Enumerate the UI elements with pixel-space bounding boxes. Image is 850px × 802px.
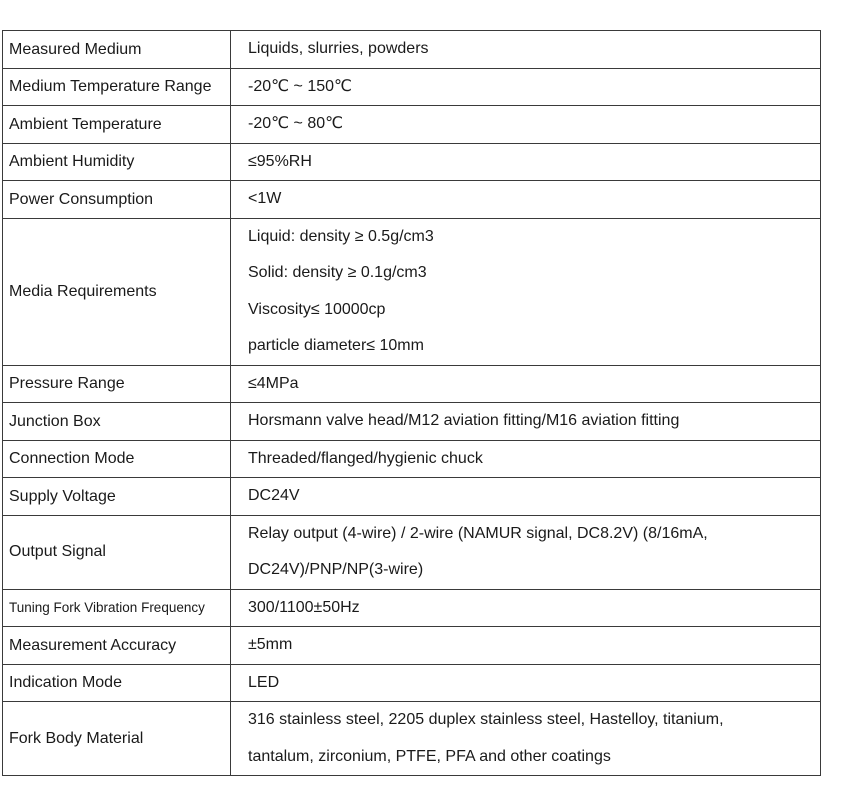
table-row [3, 478, 821, 516]
row-value-line: DC24V [248, 487, 300, 504]
row-value-line: ≤95%RH [248, 152, 312, 170]
row-label: Supply Voltage [3, 478, 231, 516]
table-row [3, 403, 821, 441]
table-row [3, 143, 821, 181]
row-value-line: Solid: density ≥ 0.1g/cm3 [248, 264, 427, 281]
table-row [3, 31, 821, 69]
table-row [3, 440, 821, 478]
row-value [231, 627, 821, 665]
row-value-line: 300/1100±50Hz [248, 598, 360, 616]
row-label: Media Requirements [3, 218, 231, 365]
table-row [3, 702, 821, 776]
row-label: Ambient Temperature [3, 106, 231, 144]
row-value-line: Horsmann valve head/M12 aviation fitting/M16 aviation fitting [248, 412, 680, 429]
row-value-line: Threaded/flanged/hygienic chuck [248, 449, 483, 467]
row-label: Pressure Range [3, 365, 231, 403]
row-value [231, 440, 821, 478]
row-value-line: Relay output (4-wire) / 2-wire (NAMUR signal, DC8.2V) (8/16mA, [248, 524, 708, 542]
row-label: Output Signal [3, 515, 231, 589]
row-value [231, 403, 821, 441]
row-value [231, 68, 821, 106]
table-row [3, 627, 821, 665]
row-value-line: 316 stainless steel, 2205 duplex stainless steel, Hastelloy, titanium, [248, 711, 724, 728]
row-value [231, 478, 821, 516]
row-label: Power Consumption [3, 181, 231, 219]
row-value [231, 143, 821, 181]
row-label: Measured Medium [3, 31, 231, 69]
table-row [3, 664, 821, 702]
row-value-line: Liquids, slurries, powders [248, 40, 429, 57]
table-row [3, 218, 821, 365]
row-value [231, 365, 821, 403]
row-value-line: LED [248, 673, 280, 691]
row-label: Measurement Accuracy [3, 627, 231, 665]
row-value-line: -20℃ ~ 80℃ [248, 115, 344, 132]
row-label: Indication Mode [3, 664, 231, 702]
row-value [231, 702, 821, 776]
row-value [231, 31, 821, 69]
table-row [3, 106, 821, 144]
row-value-line: <1W [248, 190, 282, 207]
table-row [3, 181, 821, 219]
spec-table [2, 30, 821, 776]
table-row [3, 589, 821, 627]
table-row [3, 515, 821, 589]
row-label: Ambient Humidity [3, 143, 231, 181]
row-label: Fork Body Material [3, 702, 231, 776]
row-value [231, 106, 821, 144]
row-value-line: ≤4MPa [248, 374, 299, 392]
row-label: Medium Temperature Range [3, 68, 231, 106]
row-value [231, 664, 821, 702]
row-value-line: tantalum, zirconium, PTFE, PFA and other coatings [248, 747, 611, 765]
row-value-line: DC24V)/PNP/NP(3-wire) [248, 561, 424, 578]
row-value [231, 218, 821, 365]
row-label: Connection Mode [3, 440, 231, 478]
row-value-line: -20℃ ~ 150℃ [248, 77, 352, 95]
row-value-line: Liquid: density ≥ 0.5g/cm3 [248, 227, 434, 245]
row-value-line: Viscosity≤ 10000cp [248, 300, 386, 318]
row-value-line: particle diameter≤ 10mm [248, 337, 424, 354]
row-label: Junction Box [3, 403, 231, 441]
table-row [3, 68, 821, 106]
row-label: Tuning Fork Vibration Frequency [3, 589, 231, 627]
table-row [3, 365, 821, 403]
row-value [231, 589, 821, 627]
row-value-line: ±5mm [248, 636, 293, 653]
row-value [231, 181, 821, 219]
row-value [231, 515, 821, 589]
